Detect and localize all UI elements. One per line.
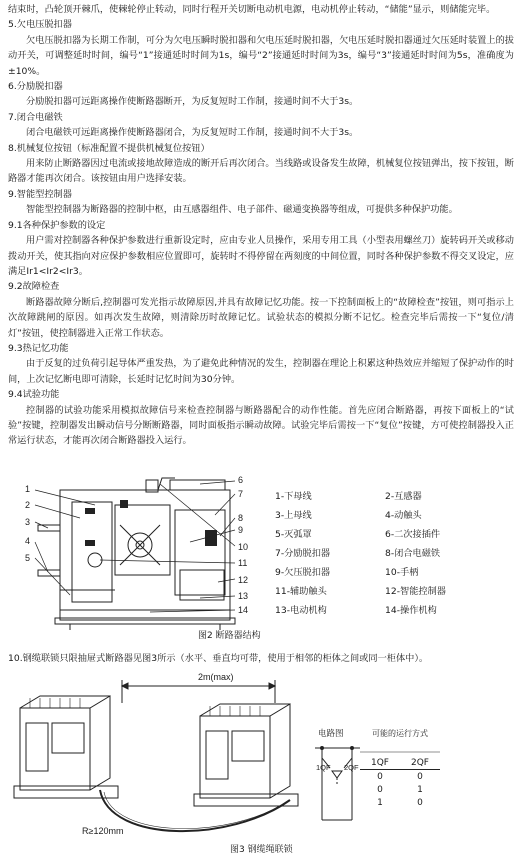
callout-number: 10 (238, 542, 249, 552)
callout-number: 13 (238, 591, 249, 601)
figure2-caption: 图2 断路器结构 (198, 631, 261, 641)
legend-item: 10-手柄 (385, 567, 419, 578)
figure3-caption: 图3 钢缆绳联锁 (230, 845, 293, 855)
table-cell: 0 (377, 771, 383, 782)
body-paragraph: 用户需对控制器各种保护参数进行重新设定时，应由专业人员操作，采用专用工具（小型表用螺丝刀）旋转码开关或移动拨动开关，使其指向对应保护参数相应位置即可，旋转时不得停留在两刻度的中间位置，同时各种保护参数不得交叉设定，应满足Ir1<Ir2<Ir3。 (8, 235, 514, 277)
legend-item: 1-下母线 (275, 491, 312, 502)
table-cell: 0 (417, 797, 423, 808)
section-heading: 9.2故障检查 (8, 281, 60, 293)
dimension-label: 2m(max) (198, 672, 234, 682)
legend-item: 9-欠压脱扣器 (275, 567, 331, 578)
legend-item: 12-智能控制器 (385, 586, 446, 597)
callout-number: 4 (25, 536, 31, 546)
section-heading: 7.闭合电磁铁 (8, 111, 63, 123)
body-paragraph: 由于反复的过负荷引起导体严重发热，为了避免此种情况的发生，控制器在理论上积累这种热效应并缩短了保护动作的时间，上次记忆断电即可清除，长延时记忆时间为30分钟。 (8, 358, 514, 385)
legend-row (275, 544, 515, 563)
table-cell: 0 (377, 784, 383, 795)
callout-number: 8 (238, 513, 244, 523)
legend-row (275, 487, 515, 506)
section-heading: 9.1各种保护参数的设定 (8, 219, 106, 231)
legend-row (275, 601, 515, 620)
body-paragraph: 断路器故障分断后,控制器可发光指示故障原因,并具有故障记忆功能。按一下控制面板上的“故障检查”按钮，则可指示上次故障跳闸的原因。如再次发生故障，则清除历时故障记忆。试验状态的模拟分断不记忆。检查完毕后需按一下“复位/清灯”按钮，使控制器进入正常工作状态。 (8, 296, 514, 339)
legend-item: 7-分励脱扣器 (275, 548, 331, 559)
section-heading: 结束时，凸轮顶开棘爪，使棘轮停止转动，同时行程开关切断电动机电源，电动机停止转动，“储能”显示，则储能完毕。 (8, 4, 496, 15)
body-paragraph: 欠电压脱扣器为长期工作制，可分为欠电压瞬时脱扣器和欠电压延时脱扣器，欠电压延时脱扣器通过欠压延时装置上的拔动开关，可调整延时时间，编号“1”接通延时时间为1s，编号“2”接通延时时间为3s，编号“3”接通延时时间为5s，准确度为±10%。 (8, 34, 514, 77)
body-paragraph: 用来防止断路器因过电流或接地故障造成的断开后再次闭合。当线路或设备发生故障，机械复位按钮弹出，按下按钮，断路器才能再次闭合。该按钮由用户选择安装。 (8, 158, 514, 185)
legend-item: 13-电动机构 (275, 605, 327, 616)
legend-item: 2-互感器 (385, 491, 422, 502)
callout-number: 5 (25, 553, 31, 563)
legend-item: 8-闭合电磁铁 (385, 548, 441, 559)
legend-row (275, 506, 515, 525)
table-header: 1QF (360, 756, 400, 770)
table-cell: 1 (417, 784, 423, 795)
callout-number: 14 (238, 605, 249, 615)
legend-item: 3-上母线 (275, 510, 312, 521)
section-heading: 9.3热记忆功能 (8, 342, 69, 354)
table-title: 可能的运行方式 (372, 729, 428, 738)
table-header: 2QF (400, 756, 440, 770)
legend-item: 4-动触头 (385, 510, 422, 521)
body-paragraph: 分励脱扣器可远距离操作使断路器断开，为反复短时工作制，接通时间不大于3s。 (26, 96, 359, 108)
breaker-left-outline (20, 696, 110, 790)
breaker-legend (275, 487, 515, 620)
body-text (8, 2, 514, 449)
switch-1qf-label: 1QF (316, 763, 331, 772)
section-heading: 9.4试验功能 (8, 389, 60, 401)
section-heading: 5.欠电压脱扣器 (8, 19, 72, 31)
callout-number: 1 (25, 484, 31, 494)
steel-cable (100, 790, 290, 831)
table-cell: 1 (377, 797, 383, 808)
legend-row (275, 582, 515, 601)
callout-number: 3 (25, 517, 31, 527)
table-row (360, 796, 440, 809)
paragraph-10: 10.钢缆联锁只限抽屉式断路器见图3所示（水平、垂直均可带，使用于相邻的柜体之间或同一柜体中）。 (8, 653, 429, 664)
circuit-title: 电路图 (318, 728, 344, 738)
section-heading: 6.分励脱扣器 (8, 81, 63, 93)
callout-number: 12 (238, 575, 249, 585)
cable-interlock-figure (0, 668, 520, 857)
callout-number: 7 (238, 489, 244, 499)
legend-row (275, 563, 515, 582)
table-cell: 0 (417, 771, 423, 782)
section-heading: 9.智能型控制器 (8, 188, 72, 200)
breaker-right-outline (200, 704, 290, 798)
legend-item: 5-灭弧罩 (275, 529, 312, 540)
legend-item: 14-操作机构 (385, 605, 437, 616)
switch-2qf-label: 2QF (344, 763, 359, 772)
radius-label: R≥120mm (82, 826, 124, 836)
legend-item: 6-二次接插件 (385, 529, 441, 540)
body-paragraph: 智能型控制器为断路器的控制中枢，由互感器组件、电子部件、磁通变换器等组成，可提供多种保护功能。 (26, 204, 458, 216)
callout-number: 11 (238, 558, 248, 568)
section-heading: 8.机械复位按钮（标准配置不提供机械复位按钮） (8, 142, 210, 154)
callout-number: 2 (25, 500, 31, 510)
callout-number: 6 (238, 475, 244, 485)
callout-number: 9 (238, 525, 244, 535)
table-row (360, 783, 440, 796)
table-row (360, 770, 440, 784)
body-paragraph: 控制器的试验功能采用模拟故障信号来检查控制器与断路器配合的动作性能。首先应闭合断路器，再按下面板上的“试验”按键，控制器发出瞬动信号分断断路器，同时面板指示瞬动故障。试验完毕后需按一下“复位”按键，方可使控制器投入正常运行状态，才能再次闭合断路器投入运行。 (8, 404, 514, 447)
operation-modes-table (360, 756, 440, 809)
legend-row (275, 525, 515, 544)
legend-item: 11-辅助触头 (275, 586, 327, 597)
body-paragraph: 闭合电磁铁可远距离操作使断路器闭合，为反复短时工作制，接通时间不大于3s。 (26, 127, 359, 139)
